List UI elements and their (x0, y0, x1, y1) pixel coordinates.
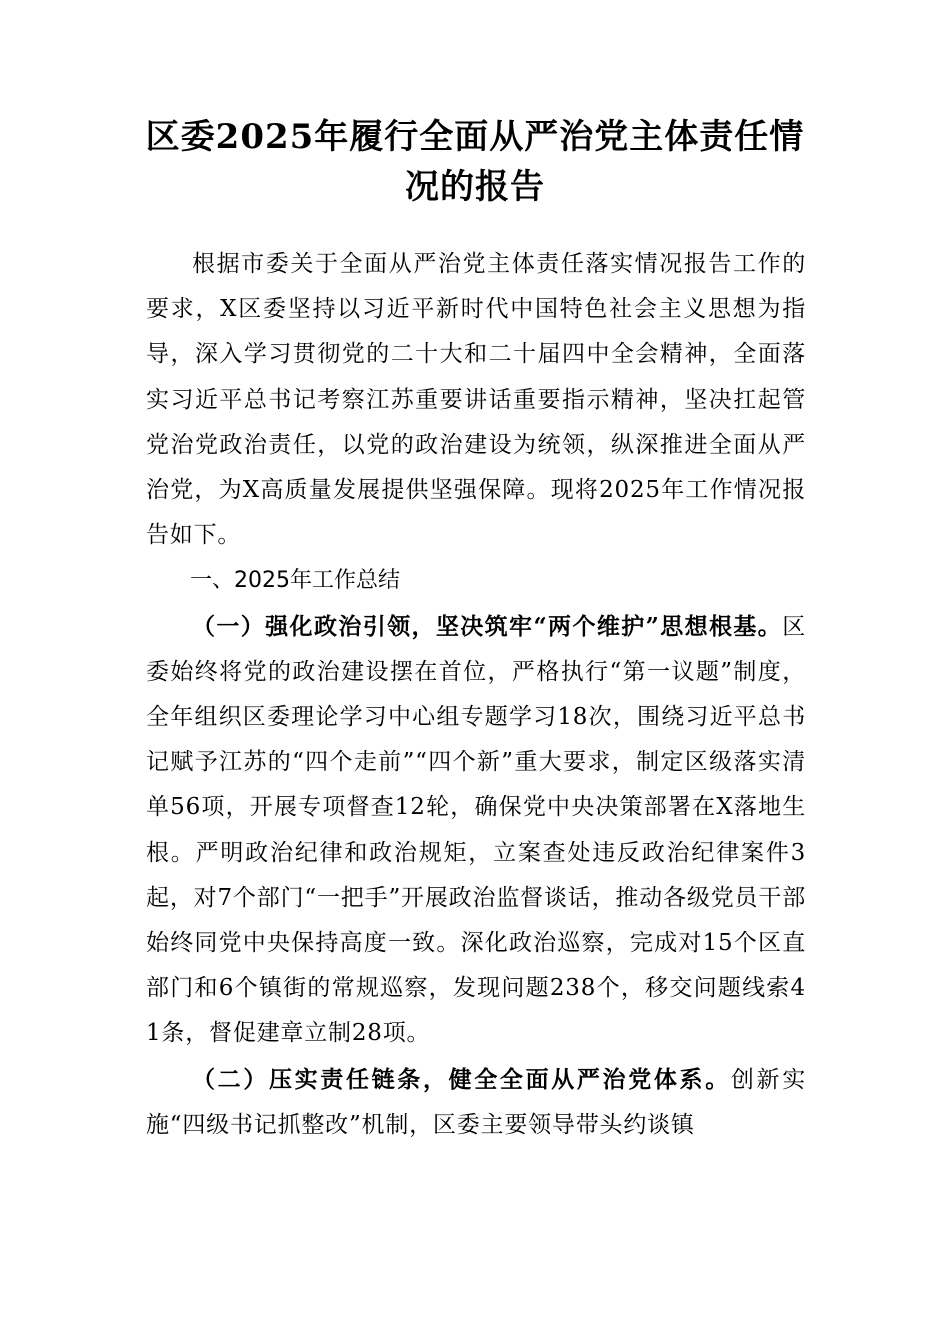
title-line-2: 况的报告 (405, 167, 545, 207)
item-1-lead: （一）强化政治引领，坚决筑牢“两个维护”思想根基。 (192, 612, 783, 640)
item-1-body: 区委始终将党的政治建设摆在首位，严格执行“第一议题”制度，全年组织区委理论学习中心组专题学习18次，围绕习近平总书记赋予江苏的“四个走前”“四个新”重大要求，制定区级落实清单56项，开展专项督查12轮，确保党中央决策部署在X落地生根。严明政治纪律和政治规矩，立案查处违反政治纪律案件3起，对7个部门“一把手”开展政治监督谈话，推动各级党员干部始终同党中央保持高度一致。深化政治巡察，完成对15个区直部门和6个镇街的常规巡察，发现问题238个，移交问题线索41条，督促建章立制28项。 (146, 613, 806, 1047)
item-2-body: 创新实施“四级书记抓整改”机制，区委主要领导带头约谈镇 (146, 1066, 806, 1138)
item-2-lead: （二）压实责任链条，健全全面从严治党体系。 (192, 1065, 731, 1093)
item-2-paragraph (146, 1057, 806, 1148)
section-heading: 一、2025年工作总结 (190, 568, 400, 594)
item-1-paragraph (146, 604, 806, 1057)
document-title (140, 112, 810, 212)
intro-paragraph: 根据市委关于全面从严治党主体责任落实情况报告工作的要求，X区委坚持以习近平新时代中国特色社会主义思想为指导，深入学习贯彻党的二十大和二十届四中全会精神，全面落实习近平总书记考察江苏重要讲话重要指示精神，坚决扛起管党治党政治责任，以党的政治建设为统领，纵深推进全面从严治党，为X高质量发展提供坚强保障。现将2025年工作情况报告如下。 (146, 251, 806, 549)
document-body (146, 242, 806, 1148)
title-line-1: 区委2025年履行全面从严治党主体责任情 (145, 117, 805, 157)
